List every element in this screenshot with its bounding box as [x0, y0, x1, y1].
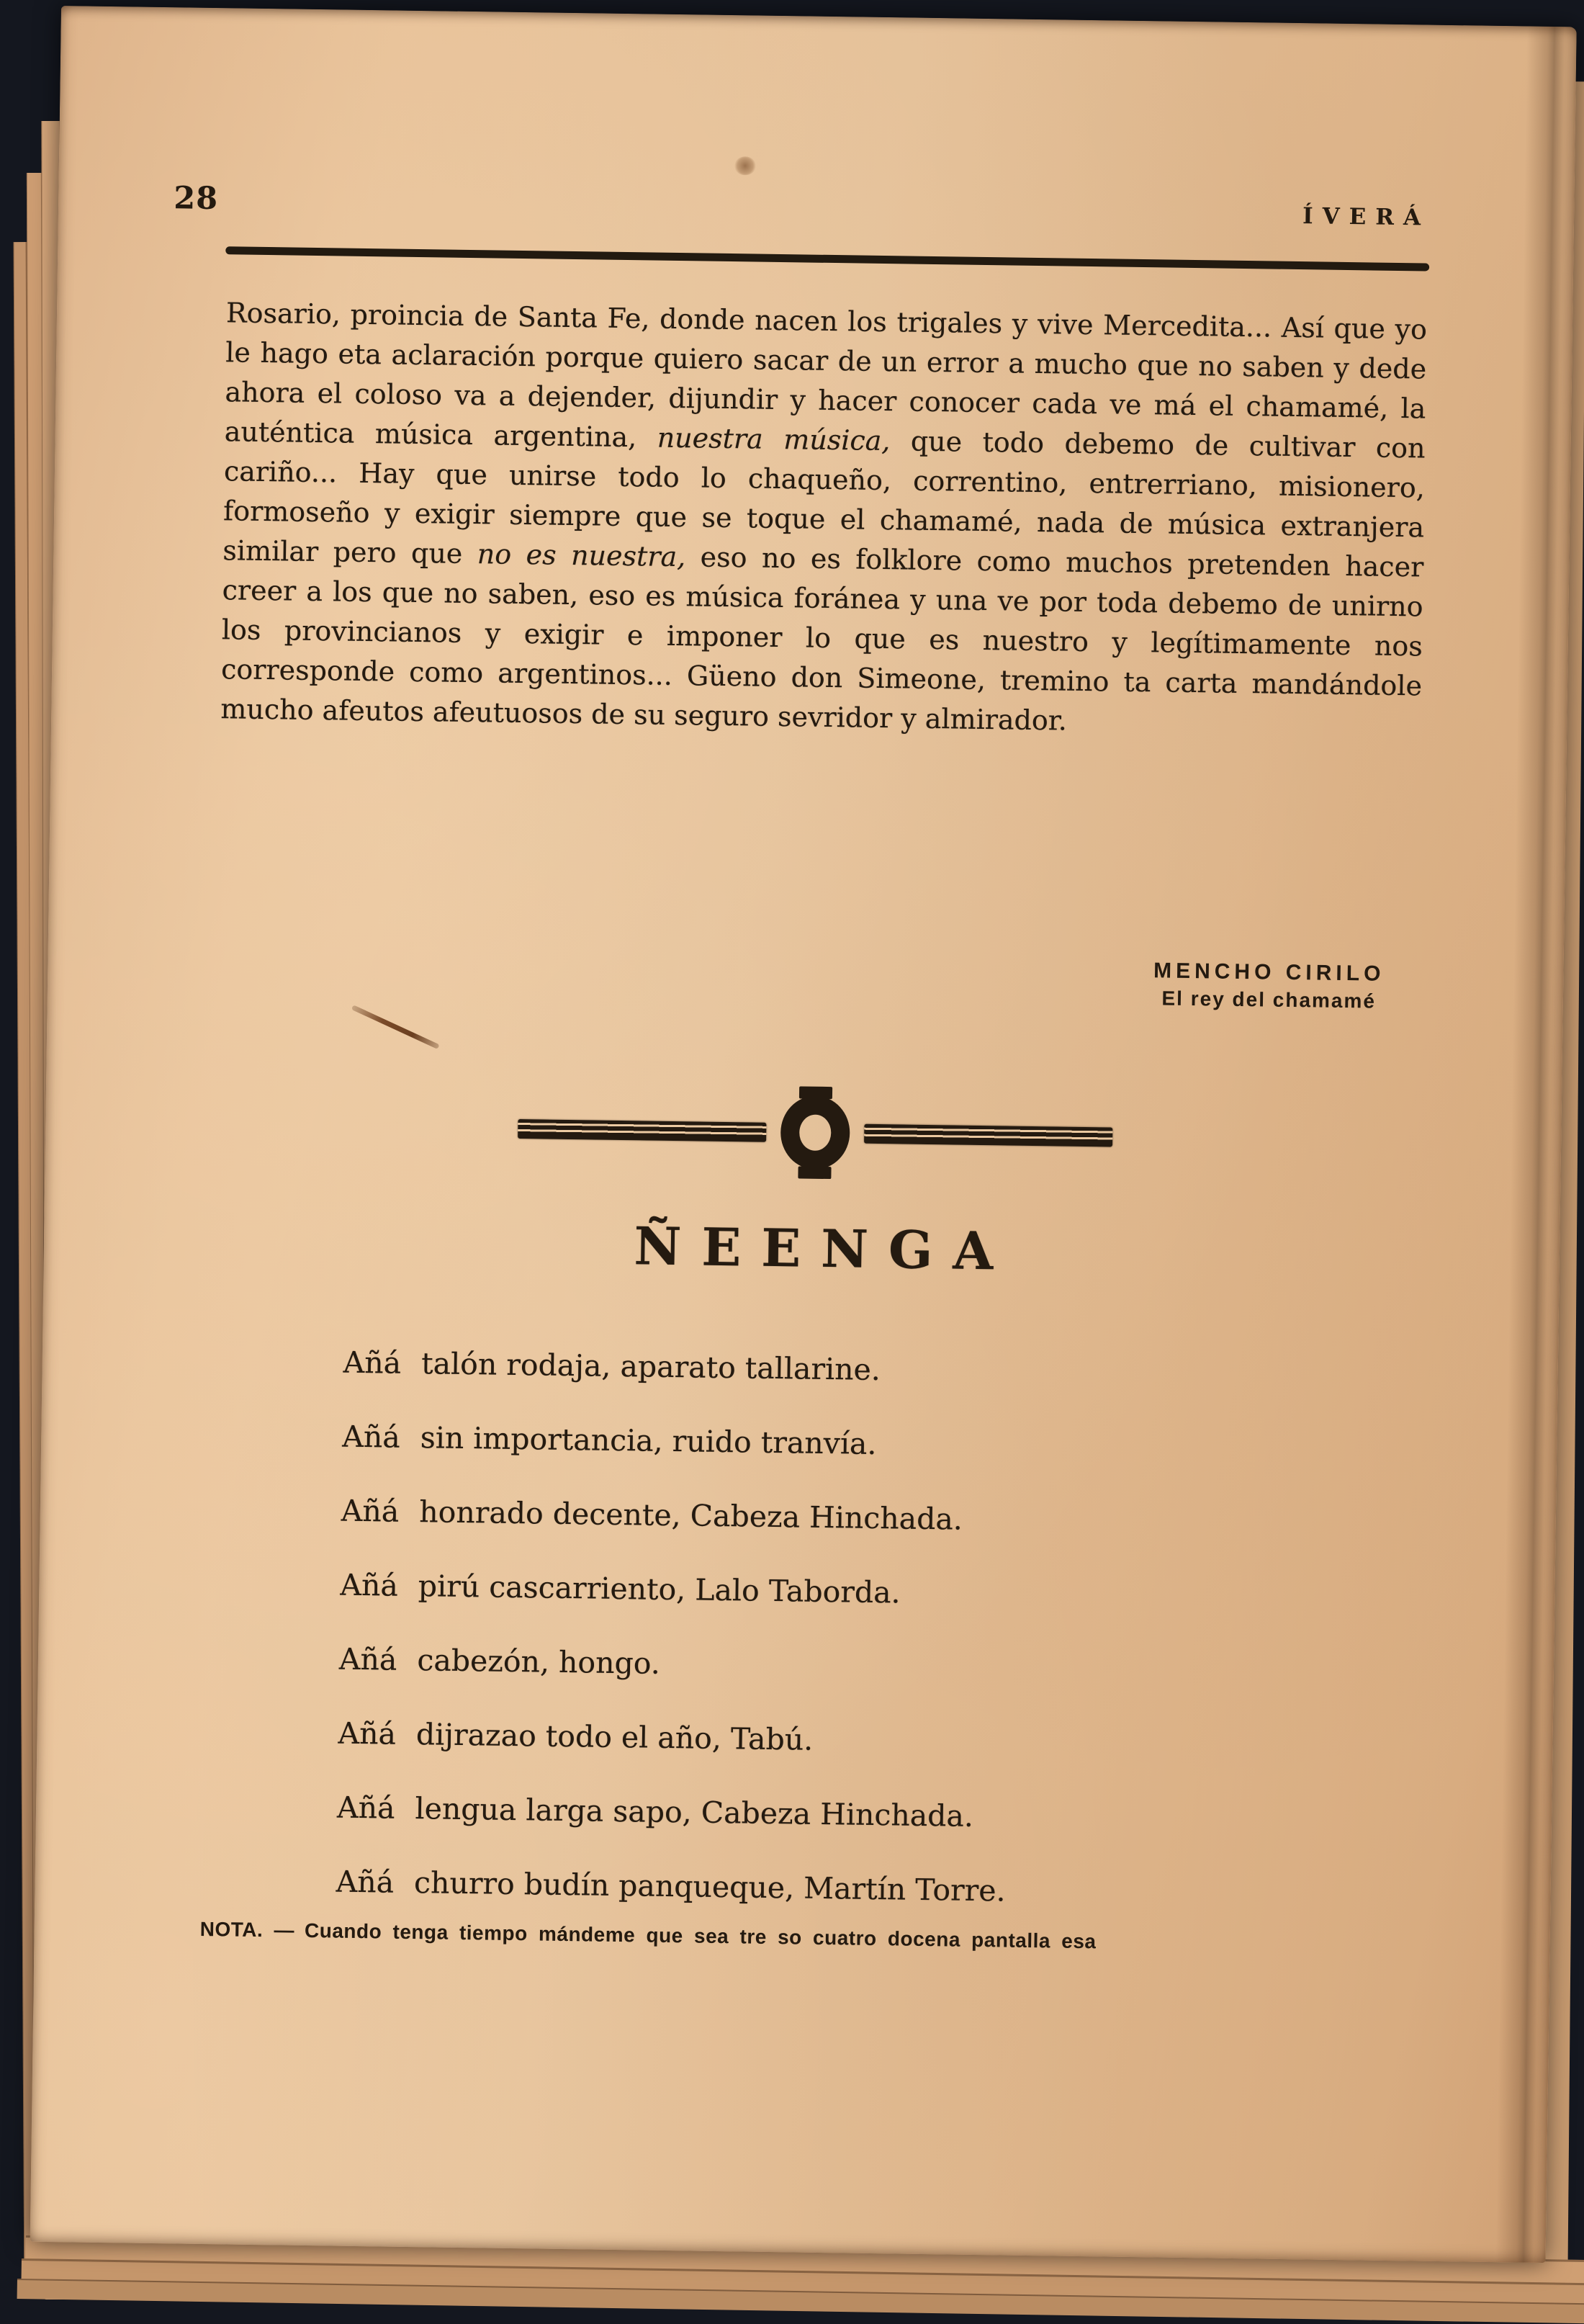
section-divider	[214, 1078, 1416, 1187]
ink-scratch	[351, 1005, 440, 1049]
letter-text: Rosario, proincia de Santa Fe, donde nacen los trigales y vive Mercedita... Así que yo le hago eta aclaración porque quiero sacar de un error a mucho que no saben y dede ahora el coloso va a dejender, dijundir y hacer conocer cada ve má el chamamé, la auténtica música argentina,	[224, 297, 1428, 454]
signature-block	[1153, 959, 1385, 1013]
list-item-lead: Añá	[338, 1641, 397, 1677]
page-number: 28	[173, 180, 219, 217]
header-rule	[225, 246, 1429, 271]
list-item-text: cabezón, hongo.	[417, 1643, 661, 1681]
list-item	[336, 1789, 1007, 1872]
list-item-lead: Añá	[340, 1567, 399, 1603]
list-item-text: dijrazao todo el año, Tabú.	[415, 1717, 814, 1757]
list-item-text: talón rodaja, aparato tallarine.	[420, 1346, 881, 1388]
running-title: ÍVERÁ	[1302, 203, 1431, 231]
section-title: ÑEENGA	[634, 1215, 1014, 1282]
list-item-lead: Añá	[343, 1345, 402, 1381]
letter-paragraph	[220, 293, 1427, 745]
footnote-text: Cuando tenga tiempo mándeme que sea tre so cuatro docena pantalla esa	[304, 1919, 1097, 1953]
list-item-lead: Añá	[341, 1493, 400, 1529]
list-item	[341, 1418, 1012, 1502]
list-item	[338, 1641, 1009, 1724]
footnote-label: NOTA. —	[199, 1917, 295, 1942]
list-item-lead: Añá	[336, 1864, 395, 1900]
divider-ornament-icon	[778, 1086, 852, 1179]
letter-text-italic: no es nuestra,	[477, 538, 686, 573]
divider-bar-left	[518, 1119, 766, 1142]
neenga-list	[336, 1344, 1013, 1947]
book-page	[30, 6, 1577, 2263]
ornament-ring-icon	[780, 1095, 850, 1170]
list-item	[339, 1566, 1009, 1650]
letter-text: eso no es folklore como muchos pretenden hacer creer a los que no saben, eso es música foránea y una ve por toda debemo de unirno los provincianos y exigir e imponer lo que es nuestro y legítimamente nos corresponde como argentinos... Güeno don Simeone, tremino ta carta mandándole mucho afeutos afeutuosos de su seguro sevridor y almirador.	[220, 541, 1424, 737]
list-item-text: sin importancia, ruido tranvía.	[420, 1420, 877, 1462]
signature-name: MENCHO CIRILO	[1153, 959, 1385, 986]
list-item-text: honrado decente, Cabeza Hinchada.	[418, 1494, 963, 1537]
list-item-text: pirú cascarriento, Lalo Taborda.	[418, 1569, 901, 1610]
divider-bar-right	[864, 1123, 1112, 1147]
list-item-lead: Añá	[336, 1790, 395, 1826]
list-item	[337, 1715, 1007, 1798]
list-item-text: churro budín panqueque, Martín Torre.	[413, 1865, 1006, 1908]
list-item	[343, 1344, 1013, 1427]
list-item	[341, 1492, 1011, 1576]
list-item-text: lengua larga sapo, Cabeza Hinchada.	[415, 1791, 974, 1834]
list-item-lead: Añá	[338, 1715, 397, 1751]
letter-text: que todo debemo de cultivar con cariño... Hay que unirse todo lo chaqueño, correntino, entrerriano, misionero, formoseño y exigir siempre que se toque el chamamé, nada de música extranjera similar pero que	[222, 425, 1426, 570]
letter-text-italic: nuestra música,	[657, 421, 891, 457]
list-item-lead: Añá	[341, 1419, 401, 1455]
paper-stain	[734, 156, 756, 175]
signature-byline: El rey del chamamé	[1161, 987, 1377, 1013]
